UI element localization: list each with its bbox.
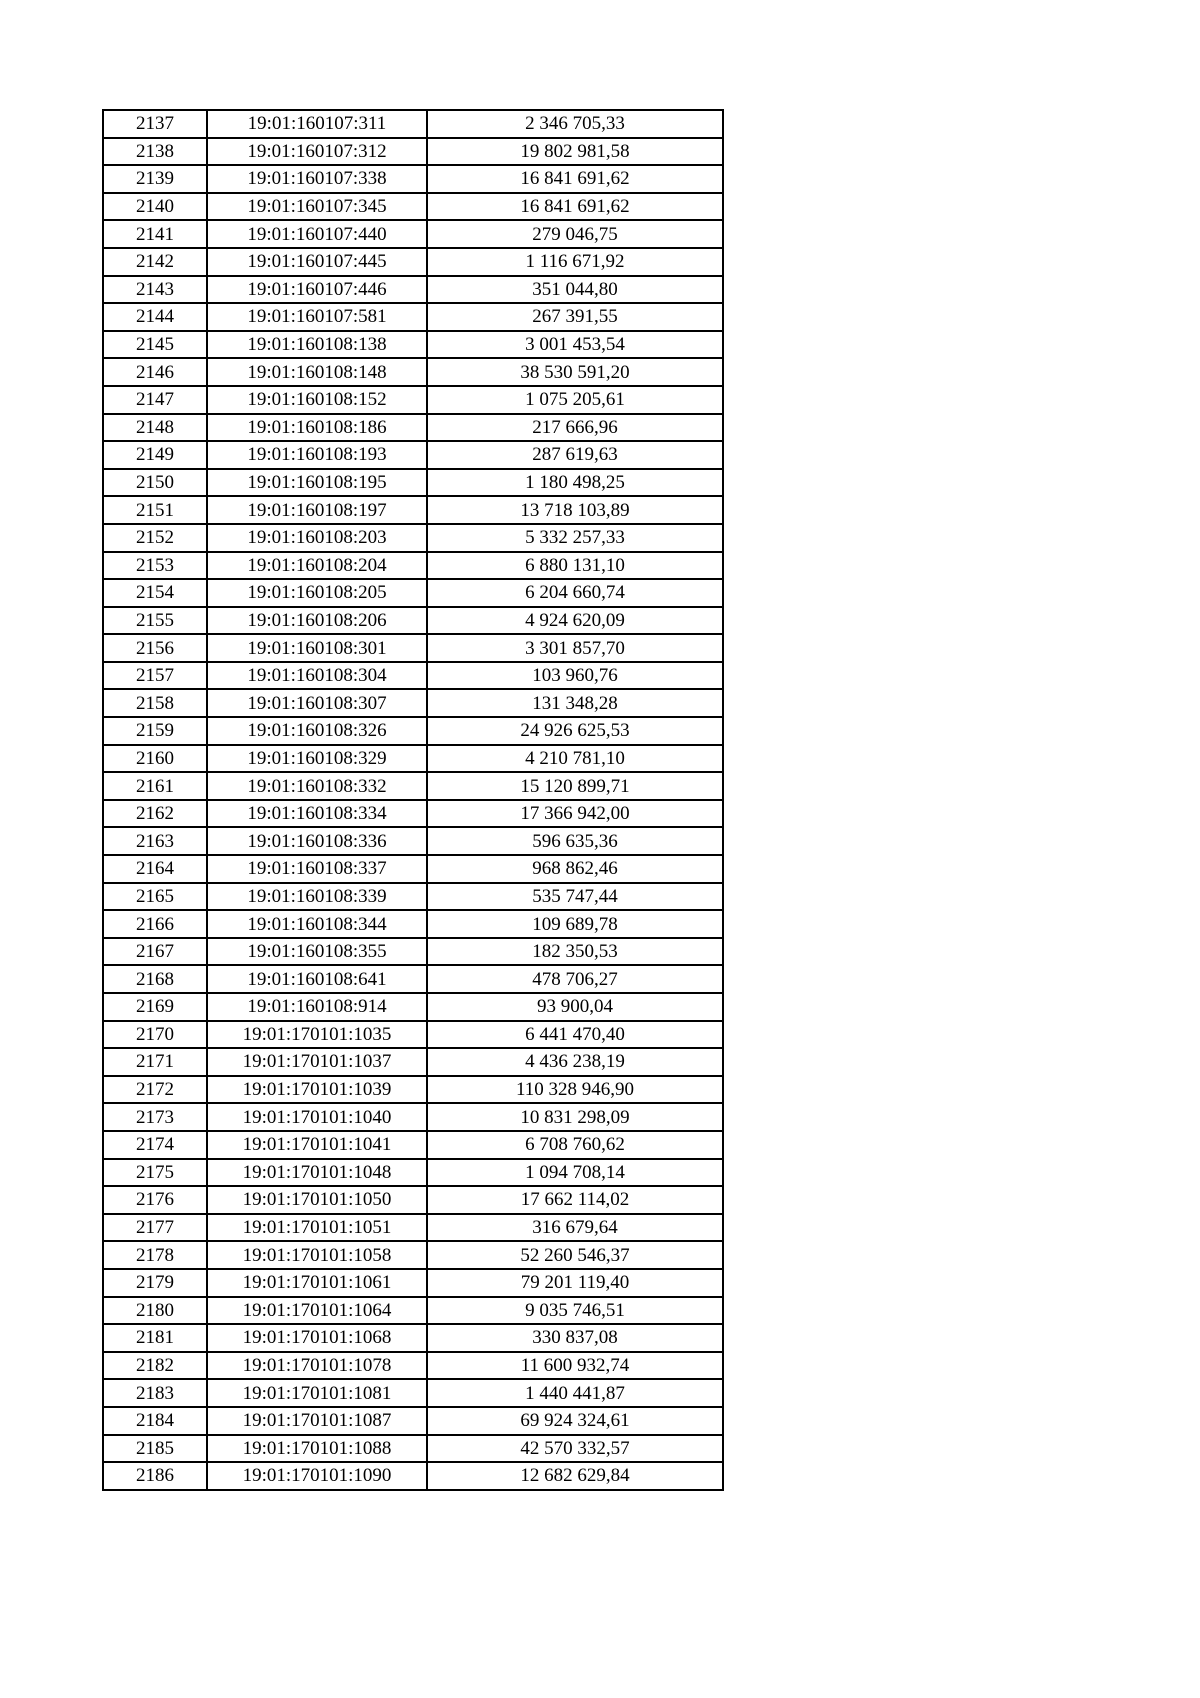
table-row	[103, 1462, 723, 1490]
table-row	[103, 1214, 723, 1242]
cadastral-value-cell: 330 837,08	[427, 1324, 723, 1352]
row-number-cell: 2183	[103, 1379, 207, 1407]
cadastral-number-cell: 19:01:170101:1068	[207, 1324, 427, 1352]
table-body	[103, 110, 723, 1490]
table-row	[103, 855, 723, 883]
table-row	[103, 193, 723, 221]
table-row	[103, 965, 723, 993]
row-number-cell: 2161	[103, 772, 207, 800]
cadastral-value-cell: 16 841 691,62	[427, 165, 723, 193]
table-row	[103, 579, 723, 607]
table-row	[103, 524, 723, 552]
cadastral-value-cell: 79 201 119,40	[427, 1269, 723, 1297]
table-row	[103, 662, 723, 690]
row-number-cell: 2171	[103, 1048, 207, 1076]
cadastral-value-cell: 24 926 625,53	[427, 717, 723, 745]
cadastral-value-cell: 42 570 332,57	[427, 1435, 723, 1463]
table-row	[103, 745, 723, 773]
cadastral-number-cell: 19:01:160108:641	[207, 965, 427, 993]
cadastral-number-cell: 19:01:160108:204	[207, 552, 427, 580]
cadastral-value-cell: 6 204 660,74	[427, 579, 723, 607]
row-number-cell: 2182	[103, 1352, 207, 1380]
table-row	[103, 220, 723, 248]
cadastral-value-cell: 9 035 746,51	[427, 1297, 723, 1325]
cadastral-value-cell: 3 001 453,54	[427, 331, 723, 359]
table-row	[103, 1324, 723, 1352]
row-number-cell: 2151	[103, 496, 207, 524]
cadastral-number-cell: 19:01:160108:197	[207, 496, 427, 524]
row-number-cell: 2165	[103, 883, 207, 911]
table-row	[103, 1435, 723, 1463]
row-number-cell: 2173	[103, 1103, 207, 1131]
cadastral-value-cell: 478 706,27	[427, 965, 723, 993]
cadastral-value-cell: 38 530 591,20	[427, 358, 723, 386]
cadastral-number-cell: 19:01:170101:1087	[207, 1407, 427, 1435]
table-row	[103, 138, 723, 166]
cadastral-value-cell: 182 350,53	[427, 938, 723, 966]
cadastral-number-cell: 19:01:170101:1078	[207, 1352, 427, 1380]
table-row	[103, 1159, 723, 1187]
row-number-cell: 2174	[103, 1131, 207, 1159]
table-row	[103, 1131, 723, 1159]
row-number-cell: 2162	[103, 800, 207, 828]
row-number-cell: 2176	[103, 1186, 207, 1214]
cadastral-value-cell: 287 619,63	[427, 441, 723, 469]
cadastral-number-cell: 19:01:160108:914	[207, 993, 427, 1021]
table-row	[103, 110, 723, 138]
cadastral-number-cell: 19:01:160108:301	[207, 634, 427, 662]
cadastral-value-table	[102, 109, 724, 1491]
cadastral-number-cell: 19:01:160108:355	[207, 938, 427, 966]
cadastral-value-cell: 6 708 760,62	[427, 1131, 723, 1159]
table-row	[103, 303, 723, 331]
cadastral-value-cell: 19 802 981,58	[427, 138, 723, 166]
row-number-cell: 2185	[103, 1435, 207, 1463]
table-row	[103, 1103, 723, 1131]
table-row	[103, 689, 723, 717]
cadastral-number-cell: 19:01:160108:203	[207, 524, 427, 552]
cadastral-number-cell: 19:01:170101:1088	[207, 1435, 427, 1463]
cadastral-value-cell: 351 044,80	[427, 276, 723, 304]
table-row	[103, 634, 723, 662]
cadastral-number-cell: 19:01:160108:344	[207, 910, 427, 938]
cadastral-value-cell: 1 440 441,87	[427, 1379, 723, 1407]
cadastral-number-cell: 19:01:170101:1050	[207, 1186, 427, 1214]
cadastral-value-cell: 1 075 205,61	[427, 386, 723, 414]
row-number-cell: 2152	[103, 524, 207, 552]
table-row	[103, 1076, 723, 1104]
cadastral-number-cell: 19:01:160108:337	[207, 855, 427, 883]
table-row	[103, 386, 723, 414]
cadastral-number-cell: 19:01:160108:334	[207, 800, 427, 828]
cadastral-value-cell: 3 301 857,70	[427, 634, 723, 662]
table-row	[103, 1048, 723, 1076]
row-number-cell: 2164	[103, 855, 207, 883]
cadastral-value-cell: 2 346 705,33	[427, 110, 723, 138]
row-number-cell: 2149	[103, 441, 207, 469]
cadastral-value-cell: 5 332 257,33	[427, 524, 723, 552]
row-number-cell: 2160	[103, 745, 207, 773]
cadastral-number-cell: 19:01:160107:581	[207, 303, 427, 331]
table-row	[103, 1021, 723, 1049]
cadastral-value-cell: 17 366 942,00	[427, 800, 723, 828]
row-number-cell: 2144	[103, 303, 207, 331]
cadastral-number-cell: 19:01:160108:186	[207, 414, 427, 442]
table-row	[103, 1186, 723, 1214]
cadastral-value-cell: 69 924 324,61	[427, 1407, 723, 1435]
cadastral-number-cell: 19:01:170101:1051	[207, 1214, 427, 1242]
cadastral-value-cell: 17 662 114,02	[427, 1186, 723, 1214]
cadastral-value-cell: 6 441 470,40	[427, 1021, 723, 1049]
cadastral-number-cell: 19:01:160108:336	[207, 827, 427, 855]
cadastral-number-cell: 19:01:160107:312	[207, 138, 427, 166]
table-row	[103, 1241, 723, 1269]
row-number-cell: 2169	[103, 993, 207, 1021]
cadastral-number-cell: 19:01:160107:440	[207, 220, 427, 248]
cadastral-value-cell: 93 900,04	[427, 993, 723, 1021]
cadastral-value-cell: 4 436 238,19	[427, 1048, 723, 1076]
cadastral-number-cell: 19:01:160108:339	[207, 883, 427, 911]
row-number-cell: 2139	[103, 165, 207, 193]
cadastral-number-cell: 19:01:160107:311	[207, 110, 427, 138]
cadastral-number-cell: 19:01:170101:1035	[207, 1021, 427, 1049]
row-number-cell: 2142	[103, 248, 207, 276]
cadastral-number-cell: 19:01:160108:195	[207, 469, 427, 497]
row-number-cell: 2158	[103, 689, 207, 717]
table-row	[103, 1297, 723, 1325]
cadastral-number-cell: 19:01:170101:1048	[207, 1159, 427, 1187]
table-row	[103, 717, 723, 745]
cadastral-number-cell: 19:01:160108:193	[207, 441, 427, 469]
table-row	[103, 331, 723, 359]
cadastral-value-cell: 110 328 946,90	[427, 1076, 723, 1104]
row-number-cell: 2170	[103, 1021, 207, 1049]
row-number-cell: 2180	[103, 1297, 207, 1325]
cadastral-value-cell: 267 391,55	[427, 303, 723, 331]
cadastral-number-cell: 19:01:160108:304	[207, 662, 427, 690]
table-row	[103, 552, 723, 580]
table-row	[103, 910, 723, 938]
table-row	[103, 883, 723, 911]
cadastral-number-cell: 19:01:160108:206	[207, 607, 427, 635]
cadastral-value-cell: 6 880 131,10	[427, 552, 723, 580]
cadastral-number-cell: 19:01:170101:1058	[207, 1241, 427, 1269]
cadastral-number-cell: 19:01:160108:152	[207, 386, 427, 414]
table-row	[103, 1269, 723, 1297]
row-number-cell: 2186	[103, 1462, 207, 1490]
row-number-cell: 2167	[103, 938, 207, 966]
cadastral-value-cell: 535 747,44	[427, 883, 723, 911]
cadastral-value-cell: 596 635,36	[427, 827, 723, 855]
row-number-cell: 2177	[103, 1214, 207, 1242]
row-number-cell: 2138	[103, 138, 207, 166]
cadastral-number-cell: 19:01:160108:326	[207, 717, 427, 745]
table-row	[103, 827, 723, 855]
cadastral-number-cell: 19:01:160108:148	[207, 358, 427, 386]
cadastral-number-cell: 19:01:170101:1040	[207, 1103, 427, 1131]
table-row	[103, 496, 723, 524]
cadastral-value-cell: 109 689,78	[427, 910, 723, 938]
row-number-cell: 2159	[103, 717, 207, 745]
table-row	[103, 165, 723, 193]
cadastral-number-cell: 19:01:160107:446	[207, 276, 427, 304]
cadastral-value-cell: 13 718 103,89	[427, 496, 723, 524]
table-row	[103, 938, 723, 966]
row-number-cell: 2155	[103, 607, 207, 635]
cadastral-number-cell: 19:01:160107:338	[207, 165, 427, 193]
row-number-cell: 2179	[103, 1269, 207, 1297]
table-row	[103, 1407, 723, 1435]
cadastral-number-cell: 19:01:170101:1064	[207, 1297, 427, 1325]
row-number-cell: 2140	[103, 193, 207, 221]
table-row	[103, 248, 723, 276]
row-number-cell: 2166	[103, 910, 207, 938]
cadastral-number-cell: 19:01:170101:1041	[207, 1131, 427, 1159]
table-row	[103, 800, 723, 828]
row-number-cell: 2153	[103, 552, 207, 580]
cadastral-value-cell: 12 682 629,84	[427, 1462, 723, 1490]
row-number-cell: 2184	[103, 1407, 207, 1435]
cadastral-value-cell: 1 094 708,14	[427, 1159, 723, 1187]
cadastral-number-cell: 19:01:160107:445	[207, 248, 427, 276]
row-number-cell: 2156	[103, 634, 207, 662]
cadastral-number-cell: 19:01:170101:1081	[207, 1379, 427, 1407]
row-number-cell: 2145	[103, 331, 207, 359]
cadastral-number-cell: 19:01:170101:1039	[207, 1076, 427, 1104]
row-number-cell: 2154	[103, 579, 207, 607]
row-number-cell: 2175	[103, 1159, 207, 1187]
cadastral-value-cell: 4 210 781,10	[427, 745, 723, 773]
row-number-cell: 2168	[103, 965, 207, 993]
cadastral-value-cell: 11 600 932,74	[427, 1352, 723, 1380]
table-row	[103, 358, 723, 386]
cadastral-number-cell: 19:01:160108:138	[207, 331, 427, 359]
cadastral-number-cell: 19:01:170101:1037	[207, 1048, 427, 1076]
cadastral-value-cell: 968 862,46	[427, 855, 723, 883]
row-number-cell: 2146	[103, 358, 207, 386]
table-row	[103, 772, 723, 800]
cadastral-value-cell: 279 046,75	[427, 220, 723, 248]
cadastral-value-cell: 103 960,76	[427, 662, 723, 690]
cadastral-value-cell: 16 841 691,62	[427, 193, 723, 221]
row-number-cell: 2147	[103, 386, 207, 414]
row-number-cell: 2137	[103, 110, 207, 138]
row-number-cell: 2141	[103, 220, 207, 248]
table-row	[103, 441, 723, 469]
row-number-cell: 2181	[103, 1324, 207, 1352]
cadastral-value-cell: 131 348,28	[427, 689, 723, 717]
cadastral-value-cell: 1 180 498,25	[427, 469, 723, 497]
cadastral-number-cell: 19:01:160108:307	[207, 689, 427, 717]
cadastral-number-cell: 19:01:160108:205	[207, 579, 427, 607]
row-number-cell: 2157	[103, 662, 207, 690]
table-row	[103, 1352, 723, 1380]
cadastral-number-cell: 19:01:160107:345	[207, 193, 427, 221]
cadastral-value-cell: 316 679,64	[427, 1214, 723, 1242]
cadastral-value-cell: 217 666,96	[427, 414, 723, 442]
cadastral-number-cell: 19:01:170101:1090	[207, 1462, 427, 1490]
row-number-cell: 2172	[103, 1076, 207, 1104]
row-number-cell: 2150	[103, 469, 207, 497]
table-row	[103, 276, 723, 304]
row-number-cell: 2143	[103, 276, 207, 304]
cadastral-number-cell: 19:01:160108:332	[207, 772, 427, 800]
cadastral-number-cell: 19:01:160108:329	[207, 745, 427, 773]
table-row	[103, 993, 723, 1021]
table-row	[103, 469, 723, 497]
row-number-cell: 2148	[103, 414, 207, 442]
cadastral-number-cell: 19:01:170101:1061	[207, 1269, 427, 1297]
cadastral-value-cell: 1 116 671,92	[427, 248, 723, 276]
cadastral-value-cell: 52 260 546,37	[427, 1241, 723, 1269]
table-row	[103, 607, 723, 635]
cadastral-value-cell: 15 120 899,71	[427, 772, 723, 800]
row-number-cell: 2163	[103, 827, 207, 855]
table-row	[103, 1379, 723, 1407]
cadastral-value-cell: 4 924 620,09	[427, 607, 723, 635]
cadastral-value-cell: 10 831 298,09	[427, 1103, 723, 1131]
table-row	[103, 414, 723, 442]
row-number-cell: 2178	[103, 1241, 207, 1269]
